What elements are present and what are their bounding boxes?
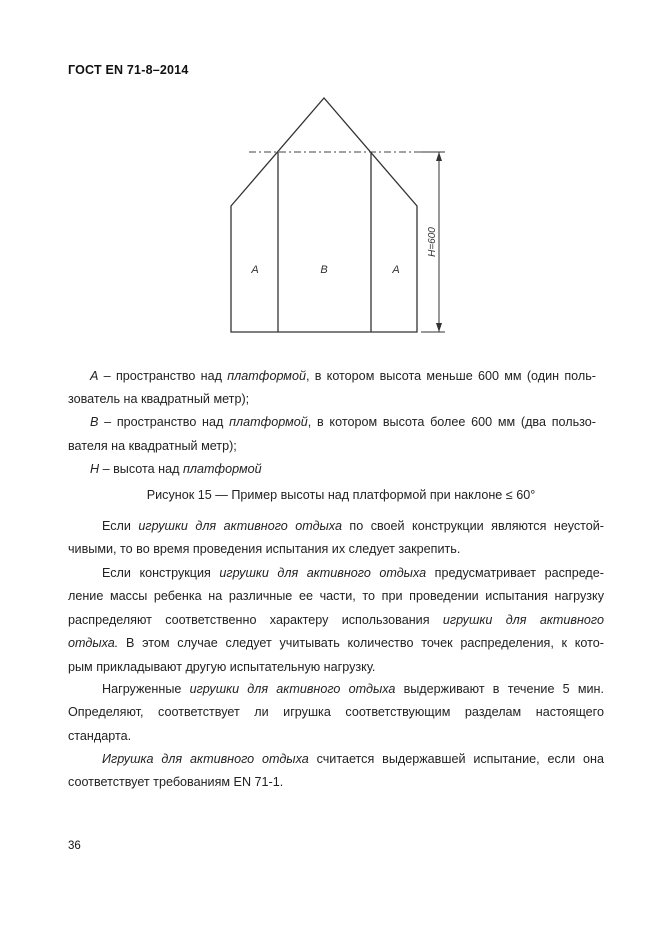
- legend-a-symbol: A: [90, 369, 99, 383]
- legend-b-continued: вателя на квадратный метр);: [68, 438, 237, 453]
- zone-label-a-left: A: [251, 264, 259, 276]
- paragraph-pass-criteria: Игрушка для активного отдыха считается выдержавшей испытание, если она соответствует требованиям EN 71-1.: [68, 752, 604, 790]
- platform-height-figure: [225, 95, 455, 340]
- legend-h: H – высота над платформой: [90, 461, 262, 476]
- document-code: ГОСТ EN 71-8–2014: [68, 63, 189, 77]
- paragraph-fixing: Если игрушки для активного отдыха по своей конструкции являются неустой- чивыми, то во время проведения испытания их следует закрепить.: [68, 519, 605, 557]
- legend-h-symbol: H: [90, 461, 100, 476]
- legend-b: B – пространство над платформой, в котором высота более 600 мм (два пользо-: [90, 415, 597, 430]
- figure-drawing: [225, 95, 455, 340]
- zone-label-b: B: [320, 264, 328, 276]
- paragraph-loaded-duration: Нагруженные игрушки для активного отдыха выдерживают в течение 5 мин. Определяют, соответствует ли игрушка соответствующим разделам настоящего стандарта.: [68, 682, 605, 743]
- legend-a-term: платформой: [227, 369, 306, 383]
- legend-a-continued: зователь на квадратный метр);: [68, 392, 250, 407]
- dimension-arrow-bottom: [436, 323, 442, 332]
- dimension-label: H=600: [427, 227, 438, 257]
- zone-label-a-right: A: [392, 264, 400, 276]
- legend-b-term: платформой: [229, 415, 308, 430]
- legend-b-symbol: B: [90, 415, 99, 430]
- figure-caption: Рисунок 15 — Пример высоты над платформой при наклоне ≤ 60°: [146, 488, 536, 502]
- figure-legend: [68, 365, 596, 481]
- paragraph-load-distribution: Если конструкция игрушки для активного отдыха предусматривает распреде- ление массы ребенка на различные ее части, то при проведении испытания нагрузку распределяют соответственно характеру использования игрушки для активного отдыха. В этом случае следует учитывать количество точек распределения, к кото- рым прикладывают другую испытательную нагрузку.: [68, 566, 604, 674]
- structure-outline: [231, 98, 417, 332]
- legend-a: A – пространство над платформой, в котором высота меньше 600 мм (один поль-: [90, 369, 596, 383]
- legend-h-term: платформой: [182, 461, 262, 476]
- dimension-arrow-top: [436, 152, 442, 161]
- page-number: 36: [68, 840, 81, 852]
